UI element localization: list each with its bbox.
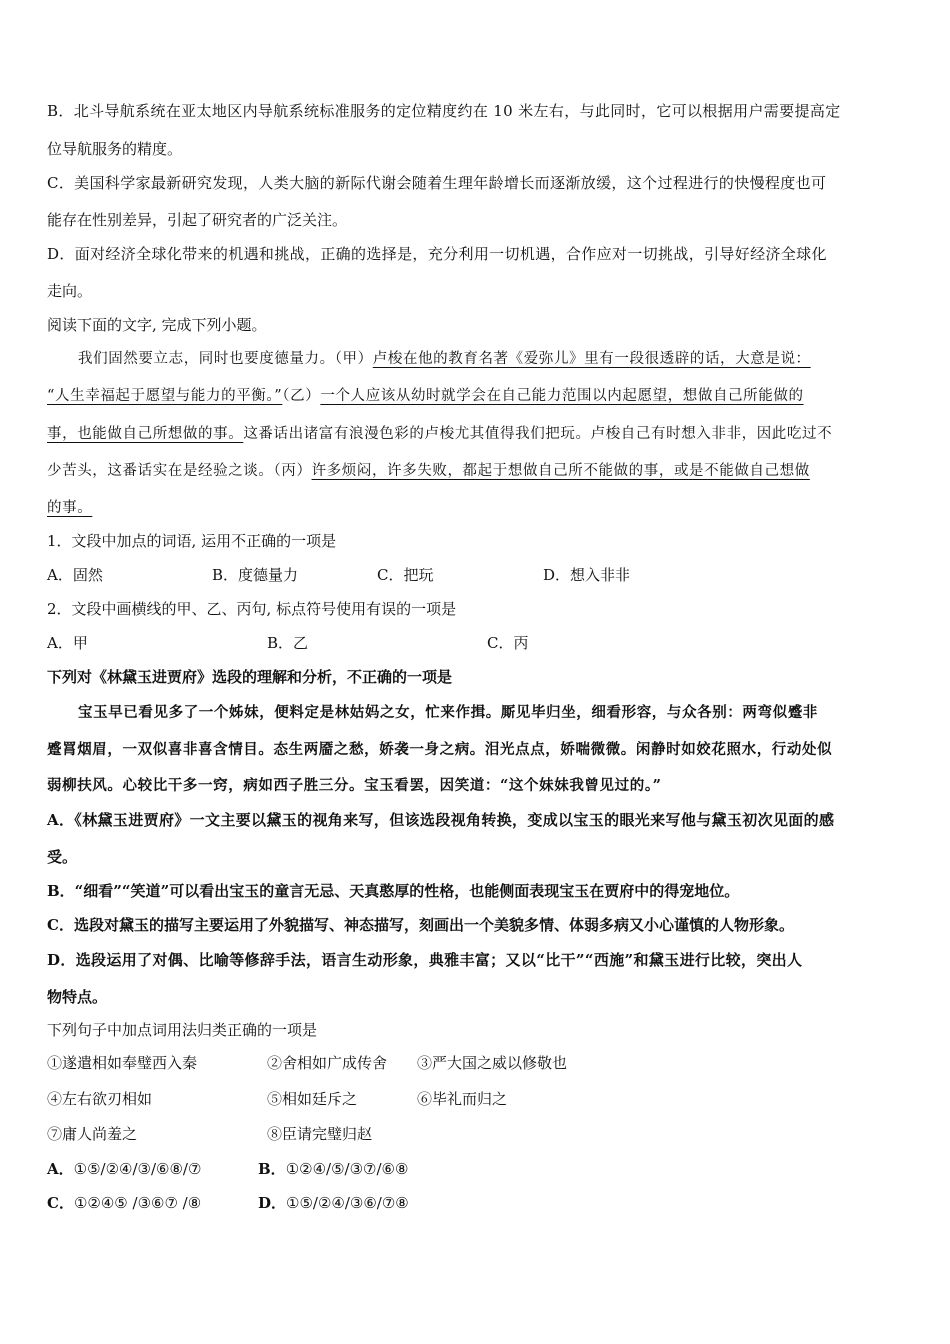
- q4-option-b[interactable]: [258, 1159, 408, 1179]
- option-text: ①②④/⑤/③⑦/⑥⑧: [285, 1160, 409, 1178]
- q3-option-b[interactable]: B．“细看”“笑道”可以看出宝玉的童言无忌、天真憨厚的性格，也能侧面表现宝玉在贾府中的得宠地位。: [47, 882, 740, 900]
- q4-item-5: ⑤相如廷斥之: [267, 1090, 358, 1108]
- underlined-sentence-bing: 许多烦闷，许多失败，都起于想做自己所不能做的事，或是不能做自己想做: [311, 463, 810, 479]
- q3-stem: 下列对《林黛玉进贾府》选段的理解和分析，不正确的一项是: [47, 668, 453, 686]
- q3-option-c[interactable]: C．选段对黛玉的描写主要运用了外貌描写、神态描写，刻画出一个美貌多情、体弱多病又小心谨慎的人物形象。: [47, 916, 794, 934]
- q2-option-b[interactable]: B．乙: [267, 634, 309, 652]
- option-text: ①⑤/②④/③⑥/⑦⑧: [286, 1194, 409, 1212]
- q4-option-d[interactable]: [258, 1193, 409, 1213]
- q3-passage-line-2: 蹙罥烟眉，一双似喜非喜含情目。态生两靥之愁，娇袭一身之病。泪光点点，娇喘微微。闲静时如姣花照水，行动处似: [47, 741, 833, 758]
- passage-line-2: [47, 386, 804, 406]
- option-label: A．: [47, 1160, 74, 1178]
- q4-item-4: ④左右欲刃相如: [47, 1090, 153, 1108]
- option-label: D．: [258, 1194, 287, 1212]
- q4-item-3: ③严大国之威以修敬也: [417, 1054, 568, 1072]
- option-d-line1: D．面对经济全球化带来的机遇和挑战，正确的选择是，充分利用一切机遇，合作应对一切挑战，引导好经济全球化: [47, 245, 827, 263]
- q1-option-c[interactable]: C．把玩: [377, 566, 434, 584]
- q4-stem: 下列句子中加点词用法归类正确的一项是: [47, 1021, 318, 1039]
- q3-passage-line-3: 弱柳扶风。心较比干多一窍，病如西子胜三分。宝玉看罢，因笑道：“这个妹妹我曾见过的。”: [47, 777, 662, 794]
- option-label: C．: [47, 1194, 74, 1212]
- option-d-line2: 走向。: [47, 282, 93, 300]
- q2-option-c[interactable]: C．丙: [487, 634, 529, 652]
- underlined-sentence-jia: 卢梭在他的教育名著《爱弥儿》里有一段很透辟的话，大意是说：: [372, 351, 811, 367]
- q2-option-a[interactable]: A．甲: [47, 634, 88, 652]
- q4-item-8: ⑧臣请完璧归赵: [267, 1125, 373, 1143]
- q4-item-1: ①遂遣相如奉璧西入秦: [47, 1054, 198, 1072]
- q1-option-d[interactable]: D．想入非非: [543, 566, 631, 584]
- underlined-sentence-bing-cont: 的事。: [47, 500, 93, 516]
- passage-text: 我们固然要立志，同时也要度德量力。（甲）: [78, 351, 373, 367]
- q1-stem: 1．文段中加点的词语, 运用不正确的一项是: [47, 532, 337, 550]
- q4-item-2: ②舍相如广成传舍: [267, 1054, 388, 1072]
- underlined-sentence-yi: 一个人应该从幼时就学会在自己能力范围以内起愿望，想做自己所能做的: [320, 388, 804, 404]
- passage-line-5: [47, 498, 92, 518]
- option-text: ①②④⑤ /③⑥⑦ /⑧: [73, 1194, 202, 1212]
- q4-item-7: ⑦庸人尚羞之: [47, 1125, 138, 1143]
- q4-option-a[interactable]: [47, 1159, 201, 1179]
- passage-line-3: [47, 424, 832, 444]
- q2-stem: 2．文段中画横线的甲、乙、丙句, 标点符号使用有误的一项是: [47, 600, 457, 618]
- option-label: B．: [258, 1160, 286, 1178]
- passage-line-1: [78, 349, 811, 369]
- q3-option-d-line2[interactable]: 物特点。: [47, 988, 108, 1006]
- q3-option-a-line2[interactable]: 受。: [47, 848, 78, 866]
- underlined-sentence-yi-cont: 事，也能做自己所想做的事。: [47, 426, 244, 442]
- q3-option-a-line1[interactable]: A．《林黛玉进贾府》一文主要以黛玉的视角来写，但该选段视角转换，变成以宝玉的眼光来写他与黛玉初次见面的感: [47, 811, 835, 829]
- underlined-quote: “人生幸福起于愿望与能力的平衡。”: [47, 388, 283, 404]
- passage-text: 这番话出诸富有浪漫色彩的卢梭尤其值得我们把玩。卢梭自己有时想入非非，因此吃过不: [243, 426, 833, 442]
- passage-text: 少苦头，这番话实在是经验之谈。（丙）: [47, 463, 312, 479]
- marker-yi: （乙）: [282, 388, 321, 404]
- q3-option-d-line1[interactable]: D．选段运用了对偶、比喻等修辞手法，语言生动形象，典雅丰富；又以“比干”“西施”和黛玉进行比较，突出人: [47, 951, 803, 969]
- option-c-line2: 能存在性别差异，引起了研究者的广泛关注。: [47, 211, 348, 229]
- q1-option-a[interactable]: A．固然: [47, 566, 103, 584]
- option-b-line2: 位导航服务的精度。: [47, 140, 183, 158]
- option-b-line1: B．北斗导航系统在亚太地区内导航系统标准服务的定位精度约在 10 米左右，与此同时，它可以根据用户需要提高定: [47, 102, 841, 120]
- q4-item-6: ⑥毕礼而归之: [417, 1090, 508, 1108]
- option-c-line1: C．美国科学家最新研究发现，人类大脑的新际代谢会随着生理年龄增长而逐渐放缓，这个过程进行的快慢程度也可: [47, 174, 827, 192]
- reading-instruction: 阅读下面的文字, 完成下列小题。: [47, 316, 267, 334]
- option-text: ①⑤/②④/③/⑥⑧/⑦: [73, 1160, 202, 1178]
- q4-option-c[interactable]: [47, 1193, 201, 1213]
- passage-line-4: [47, 461, 810, 481]
- q1-option-b[interactable]: B．度德量力: [212, 566, 299, 584]
- q3-passage-line-1: 宝玉早已看见多了一个姊妹，便料定是林姑妈之女，忙来作揖。厮见毕归坐，细看形容，与众各别：两弯似蹙非: [78, 704, 818, 721]
